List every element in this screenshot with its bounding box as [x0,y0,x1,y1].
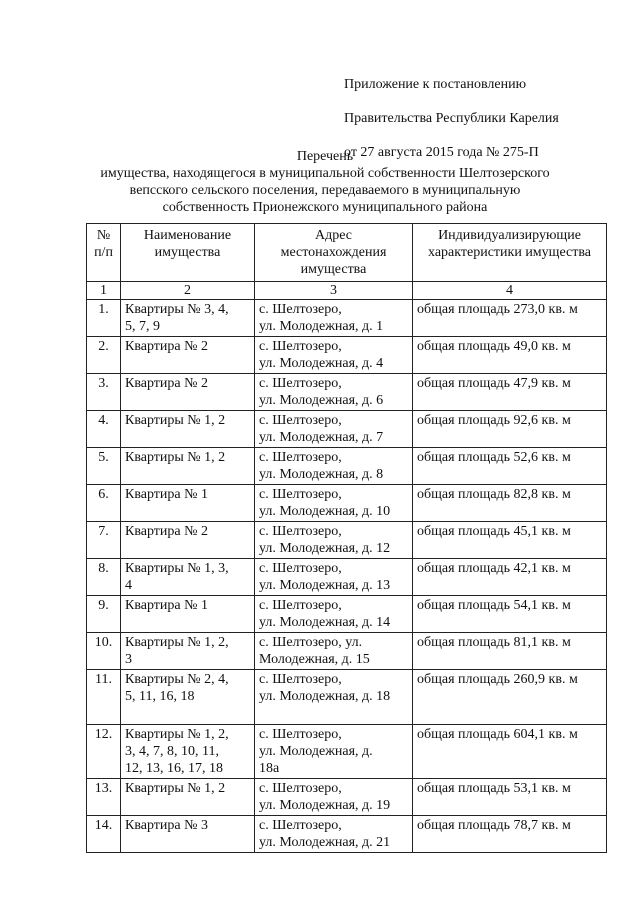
property-address [255,816,413,853]
property-name [121,300,255,337]
property-address-line: ул. Молодежная, д. 7 [259,430,384,445]
property-address [255,522,413,559]
row-number: 10. [87,633,121,670]
property-characteristics: общая площадь 52,6 кв. м [413,448,607,485]
row-number: 1. [87,300,121,337]
property-name-line: 12, 13, 16, 17, 18 [125,761,223,776]
property-name-line: Квартира № 1 [125,598,208,613]
row-number: 11. [87,670,121,725]
property-characteristics: общая площадь 53,1 кв. м [413,779,607,816]
row-number: 3. [87,374,121,411]
title-line: имущества, находящегося в муниципальной собственности Шелтозерского [100,166,550,181]
property-name-line: Квартира № 2 [125,524,208,539]
table-body [87,300,607,853]
title-line: вепсского сельского поселения, передаваемого в муниципальную [129,183,521,198]
property-address-line: ул. Молодежная, д. 21 [259,835,391,850]
property-name-line: Квартира № 2 [125,339,208,354]
appendix-line: Правительства Республики Карелия [344,111,559,126]
property-characteristics: общая площадь 82,8 кв. м [413,485,607,522]
property-name-line: Квартира № 2 [125,376,208,391]
property-characteristics: общая площадь 604,1 кв. м [413,725,607,779]
property-name [121,596,255,633]
property-address [255,596,413,633]
property-address-line: ул. Молодежная, д. 18 [259,689,391,704]
property-address-line: ул. Молодежная, д. 13 [259,578,391,593]
table-row [87,596,607,633]
header-characteristics: Индивидуализирующие характеристики имущества [413,224,607,282]
property-address-line: ул. Молодежная, д. 4 [259,356,384,371]
property-address-line: ул. Молодежная, д. 1 [259,319,384,334]
property-address [255,559,413,596]
property-name-line: 3, 4, 7, 8, 10, 11, [125,744,219,759]
table-row [87,559,607,596]
property-name [121,633,255,670]
title-line: Перечень [296,149,354,164]
property-characteristics: общая площадь 42,1 кв. м [413,559,607,596]
table-row [87,522,607,559]
property-characteristics: общая площадь 49,0 кв. м [413,337,607,374]
table-row [87,485,607,522]
row-number: 8. [87,559,121,596]
property-address [255,411,413,448]
header-name: Наименование имущества [121,224,255,282]
property-name [121,374,255,411]
property-name [121,448,255,485]
table-row [87,633,607,670]
property-characteristics: общая площадь 45,1 кв. м [413,522,607,559]
header-address: Адрес местонахождения имущества [255,224,413,282]
property-name-line: 5, 11, 16, 18 [125,689,195,704]
title-line: собственность Прионежского муниципального района [162,200,488,215]
row-number: 13. [87,779,121,816]
property-address-line: с. Шелтозеро, [259,524,342,539]
property-address-line: с. Шелтозеро, [259,598,342,613]
column-number: 1 [87,282,121,300]
property-characteristics: общая площадь 47,9 кв. м [413,374,607,411]
property-name-line: Квартиры № 1, 2, [125,635,229,650]
property-name-line: 3 [125,652,132,667]
property-name-line: 5, 7, 9 [125,319,160,334]
table-row [87,374,607,411]
property-name-line: Квартиры № 1, 3, [125,561,229,576]
column-number: 4 [413,282,607,300]
property-address-line: с. Шелтозеро, [259,339,342,354]
property-address-line: с. Шелтозеро, [259,727,342,742]
property-name-line: Квартиры № 2, 4, [125,672,229,687]
property-characteristics: общая площадь 78,7 кв. м [413,816,607,853]
property-name [121,559,255,596]
row-number: 4. [87,411,121,448]
row-number: 12. [87,725,121,779]
property-name-line: Квартира № 3 [125,818,208,833]
table-row [87,411,607,448]
property-name-line: Квартиры № 1, 2 [125,450,226,465]
table-row [87,725,607,779]
column-number: 2 [121,282,255,300]
property-address-line: с. Шелтозеро, [259,818,342,833]
property-address-line: ул. Молодежная, д. 6 [259,393,384,408]
property-address [255,670,413,725]
property-address-line: ул. Молодежная, д. 8 [259,467,384,482]
row-number: 9. [87,596,121,633]
property-address-line: с. Шелтозеро, [259,376,342,391]
property-address-line: ул. Молодежная, д. 10 [259,504,391,519]
property-address-line: 18а [259,761,280,776]
property-address [255,633,413,670]
property-name-line: Квартиры № 1, 2, [125,727,229,742]
property-address-line: с. Шелтозеро, [259,450,342,465]
property-address [255,448,413,485]
property-name [121,411,255,448]
property-address-line: с. Шелтозеро, [259,487,342,502]
appendix-line: от 27 августа 2015 года № 275-П [344,145,539,160]
property-address-line: ул. Молодежная, д. 12 [259,541,391,556]
property-address-line: ул. Молодежная, д. 19 [259,798,391,813]
property-name-line: Квартиры № 3, 4, [125,302,229,317]
property-name [121,485,255,522]
header-number: № п/п [87,224,121,282]
property-table [86,223,607,853]
row-number: 5. [87,448,121,485]
row-number: 7. [87,522,121,559]
property-address [255,337,413,374]
appendix-line: Приложение к постановлению [344,77,527,92]
column-number-row [87,282,607,300]
property-name-line: Квартира № 1 [125,487,208,502]
property-address-line: с. Шелтозеро, ул. [259,635,363,650]
property-address [255,725,413,779]
table-header-row [87,224,607,282]
property-characteristics: общая площадь 81,1 кв. м [413,633,607,670]
property-name [121,779,255,816]
table-row [87,448,607,485]
property-address [255,300,413,337]
row-number: 6. [87,485,121,522]
table-row [87,779,607,816]
property-name [121,725,255,779]
table-row [87,816,607,853]
property-name-line: 4 [125,578,132,593]
property-name [121,670,255,725]
property-address-line: с. Шелтозеро, [259,413,342,428]
property-characteristics: общая площадь 92,6 кв. м [413,411,607,448]
table-row [87,670,607,725]
property-address-line: с. Шелтозеро, [259,672,342,687]
property-address-line: ул. Молодежная, д. [259,744,373,759]
property-name-line: Квартиры № 1, 2 [125,413,226,428]
property-address-line: с. Шелтозеро, [259,561,342,576]
property-address-line: с. Шелтозеро, [259,302,342,317]
property-address-line: ул. Молодежная, д. 14 [259,615,391,630]
property-name-line: Квартиры № 1, 2 [125,781,226,796]
property-address [255,779,413,816]
property-address [255,374,413,411]
table-row [87,337,607,374]
property-name [121,816,255,853]
column-number: 3 [255,282,413,300]
property-characteristics: общая площадь 273,0 кв. м [413,300,607,337]
property-address [255,485,413,522]
property-address-line: с. Шелтозеро, [259,781,342,796]
property-name [121,522,255,559]
row-number: 2. [87,337,121,374]
property-name [121,337,255,374]
property-characteristics: общая площадь 54,1 кв. м [413,596,607,633]
property-characteristics: общая площадь 260,9 кв. м [413,670,607,725]
row-number: 14. [87,816,121,853]
property-address-line: Молодежная, д. 15 [259,652,370,667]
table-row [87,300,607,337]
document-title [60,148,590,216]
